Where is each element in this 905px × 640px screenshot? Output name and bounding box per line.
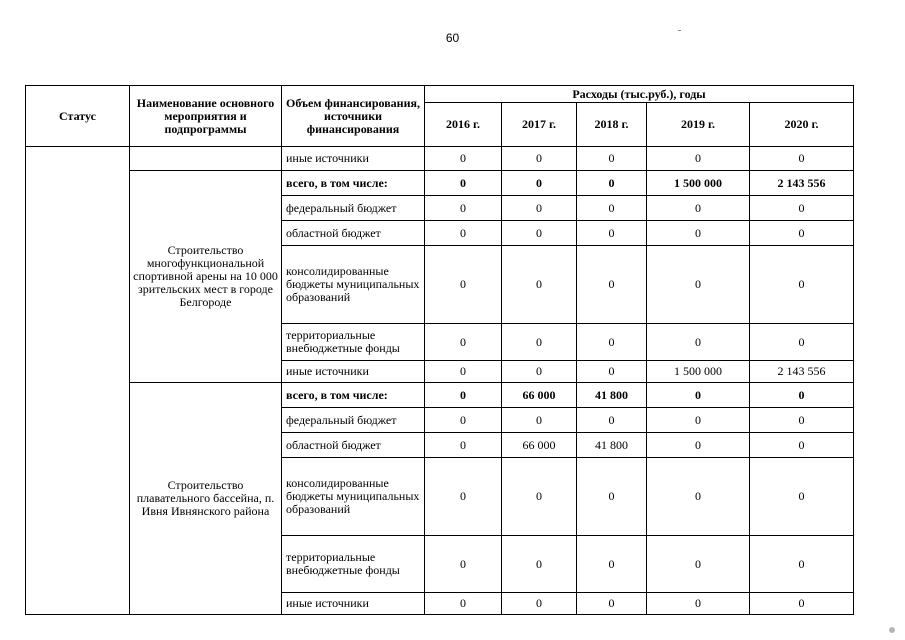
- scan-dot: [889, 627, 895, 633]
- value-cell: 0: [425, 408, 502, 433]
- value-cell: 0: [750, 383, 854, 408]
- page-number: 60: [445, 31, 460, 45]
- value-cell: 0: [425, 383, 502, 408]
- source-cell: всего, в том числе:: [282, 171, 425, 196]
- value-cell: 0: [425, 324, 502, 361]
- header-year: 2019 г.: [647, 103, 750, 147]
- value-cell: 0: [425, 196, 502, 221]
- source-cell: иные источники: [282, 147, 425, 171]
- source-cell: консолидированные бюджеты муниципальных образований: [282, 246, 425, 324]
- value-cell: 0: [425, 593, 502, 615]
- value-cell: 41 800: [577, 433, 647, 458]
- value-cell: 0: [425, 147, 502, 171]
- value-cell: 0: [502, 147, 577, 171]
- program-name-empty: [130, 147, 282, 171]
- value-cell: 0: [502, 458, 577, 536]
- value-cell: 0: [577, 221, 647, 246]
- value-cell: 0: [577, 246, 647, 324]
- value-cell: 0: [750, 324, 854, 361]
- value-cell: 0: [577, 361, 647, 383]
- value-cell: 0: [750, 593, 854, 615]
- header-expenses: Расходы (тыс.руб.), годы: [425, 86, 854, 103]
- header-status: Статус: [26, 86, 130, 147]
- source-cell: территориальные внебюджетные фонды: [282, 536, 425, 593]
- value-cell: 0: [577, 593, 647, 615]
- value-cell: 0: [750, 408, 854, 433]
- value-cell: 66 000: [502, 433, 577, 458]
- value-cell: 0: [577, 408, 647, 433]
- value-cell: 0: [647, 246, 750, 324]
- value-cell: 0: [577, 458, 647, 536]
- source-cell: иные источники: [282, 593, 425, 615]
- value-cell: 0: [425, 433, 502, 458]
- value-cell: 0: [502, 408, 577, 433]
- value-cell: 41 800: [577, 383, 647, 408]
- value-cell: 0: [750, 221, 854, 246]
- value-cell: 0: [502, 324, 577, 361]
- value-cell: 0: [647, 324, 750, 361]
- value-cell: 0: [577, 147, 647, 171]
- value-cell: 0: [425, 221, 502, 246]
- value-cell: 0: [750, 196, 854, 221]
- value-cell: 0: [750, 536, 854, 593]
- program-name: Строительство плавательного бассейна, п. Ивня Ивнянского района: [130, 383, 282, 615]
- value-cell: 0: [647, 433, 750, 458]
- value-cell: 0: [577, 536, 647, 593]
- header-year: 2017 г.: [502, 103, 577, 147]
- value-cell: 0: [502, 221, 577, 246]
- status-cell: [26, 147, 130, 615]
- value-cell: 0: [647, 536, 750, 593]
- value-cell: 0: [577, 171, 647, 196]
- value-cell: 0: [502, 593, 577, 615]
- value-cell: 0: [750, 147, 854, 171]
- scan-mark: [678, 30, 681, 31]
- header-year: 2018 г.: [577, 103, 647, 147]
- header-year: 2016 г.: [425, 103, 502, 147]
- value-cell: 0: [425, 361, 502, 383]
- value-cell: 0: [425, 536, 502, 593]
- value-cell: 0: [502, 196, 577, 221]
- value-cell: 1 500 000: [647, 171, 750, 196]
- value-cell: 0: [577, 196, 647, 221]
- source-cell: консолидированные бюджеты муниципальных образований: [282, 458, 425, 536]
- value-cell: 0: [750, 458, 854, 536]
- value-cell: 0: [502, 361, 577, 383]
- header-event-name: Наименование основного мероприятия и подпрограммы: [130, 86, 282, 147]
- header-year: 2020 г.: [750, 103, 854, 147]
- source-cell: федеральный бюджет: [282, 196, 425, 221]
- value-cell: 0: [425, 458, 502, 536]
- value-cell: 1 500 000: [647, 361, 750, 383]
- value-cell: 0: [502, 246, 577, 324]
- value-cell: 0: [750, 246, 854, 324]
- source-cell: иные источники: [282, 361, 425, 383]
- table-row: [26, 147, 854, 171]
- header-financing: Объем финансирования, источники финансирования: [282, 86, 425, 147]
- source-cell: областной бюджет: [282, 221, 425, 246]
- value-cell: 0: [425, 246, 502, 324]
- value-cell: 0: [750, 433, 854, 458]
- value-cell: 0: [577, 324, 647, 361]
- value-cell: 66 000: [502, 383, 577, 408]
- budget-table: [25, 85, 854, 615]
- value-cell: 2 143 556: [750, 361, 854, 383]
- value-cell: 0: [647, 458, 750, 536]
- value-cell: 0: [647, 593, 750, 615]
- program-name: Строительство многофункциональной спортивной арены на 10 000 зрительских мест в городе Белгороде: [130, 171, 282, 383]
- table-row: [26, 383, 854, 408]
- value-cell: 0: [647, 383, 750, 408]
- source-cell: областной бюджет: [282, 433, 425, 458]
- table-row: [26, 171, 854, 196]
- source-cell: всего, в том числе:: [282, 383, 425, 408]
- value-cell: 0: [647, 196, 750, 221]
- value-cell: 0: [502, 171, 577, 196]
- value-cell: 0: [647, 147, 750, 171]
- value-cell: 0: [647, 221, 750, 246]
- value-cell: 0: [647, 408, 750, 433]
- source-cell: федеральный бюджет: [282, 408, 425, 433]
- value-cell: 0: [425, 171, 502, 196]
- value-cell: 0: [502, 536, 577, 593]
- value-cell: 2 143 556: [750, 171, 854, 196]
- source-cell: территориальные внебюджетные фонды: [282, 324, 425, 361]
